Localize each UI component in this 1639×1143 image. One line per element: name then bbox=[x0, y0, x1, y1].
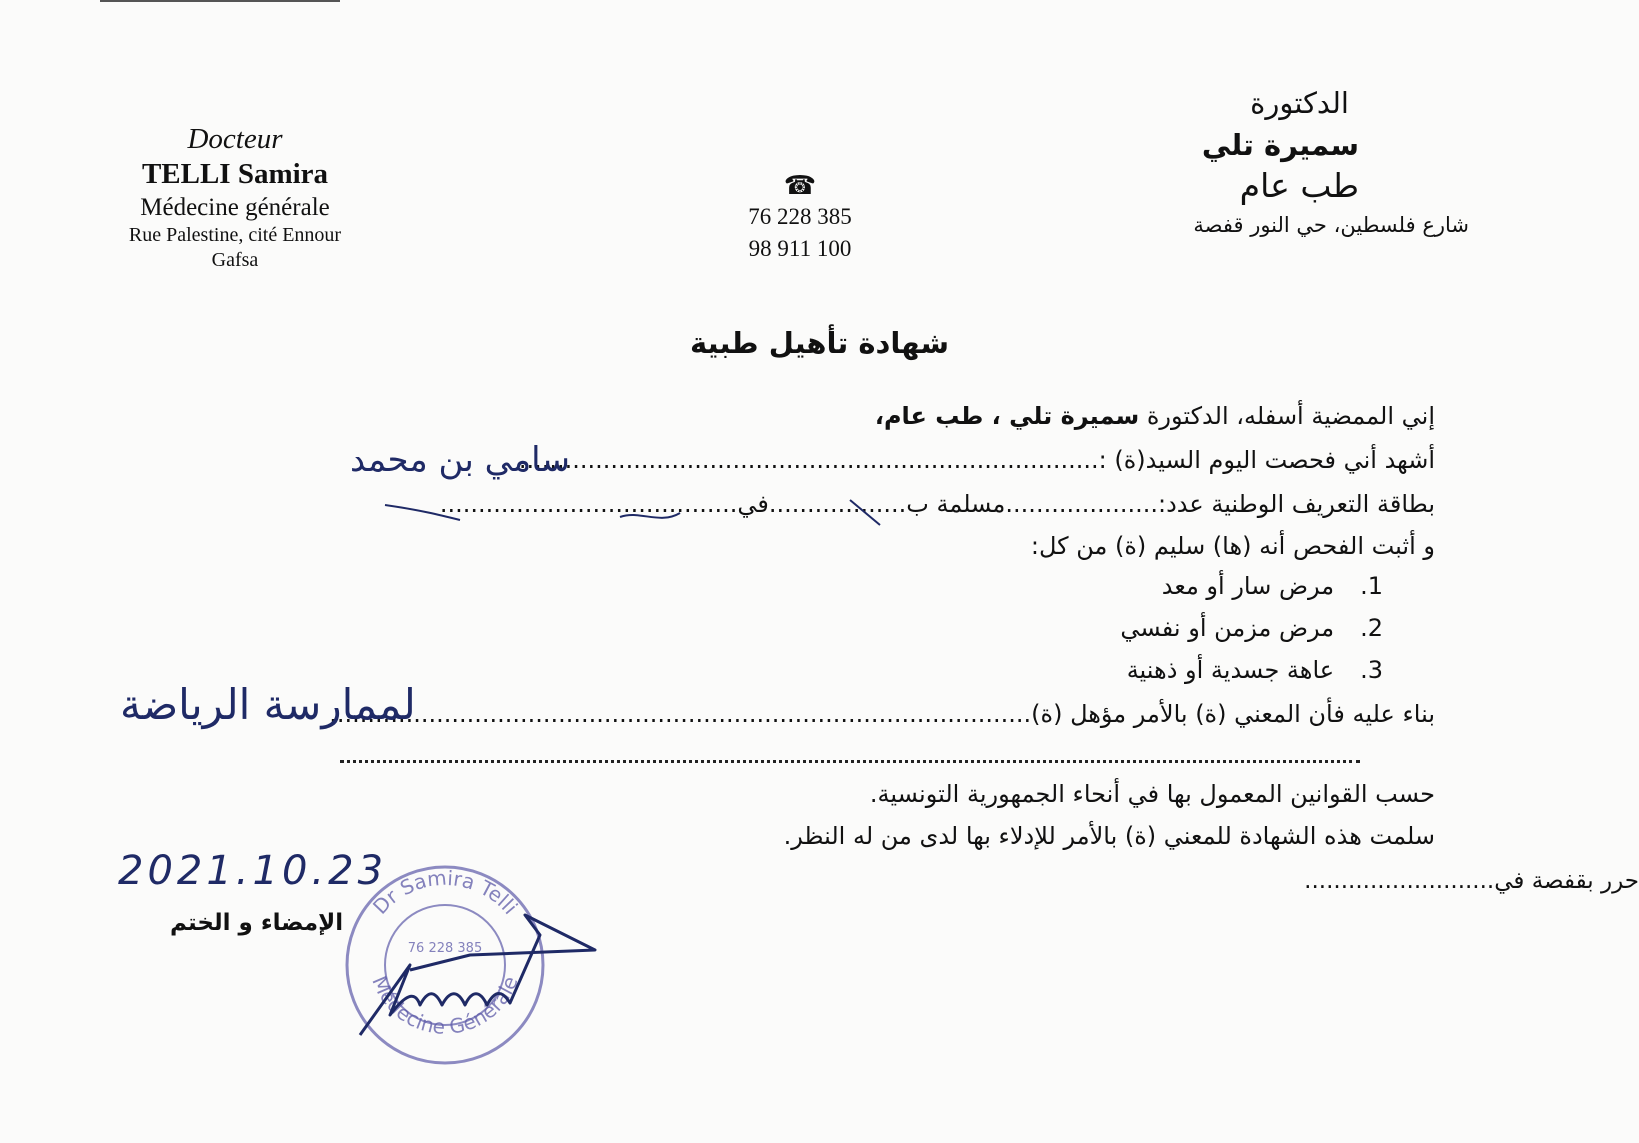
body-line-5 bbox=[329, 700, 1435, 728]
doctor-city: Gafsa bbox=[211, 248, 259, 271]
line1-doctor: سميرة تلي ، طب عام، bbox=[874, 402, 1140, 430]
list-text: مرض سار أو معد bbox=[1161, 572, 1335, 600]
line5-text: بناء عليه فأن المعني (ة) بالأمر مؤهل (ة) bbox=[1031, 700, 1435, 728]
patient-name-dots: ............................................................................ bbox=[518, 446, 1099, 474]
handwritten-patient-name: سامي بن محمد bbox=[350, 440, 571, 480]
list-number: 2. bbox=[1360, 614, 1383, 642]
doctor-title: Docteur bbox=[187, 123, 283, 155]
id-number-dots: .................... bbox=[1005, 490, 1158, 518]
date-line bbox=[455, 868, 1639, 894]
issued-by-label: مسلمة ب bbox=[906, 490, 1006, 518]
issued-on-dots: ....................................... bbox=[439, 490, 738, 518]
list-number: 1. bbox=[1360, 572, 1383, 600]
stamp-text-top: Dr Samira Telli bbox=[368, 865, 523, 919]
top-border-line bbox=[100, 0, 340, 2]
body-line-1 bbox=[875, 402, 1435, 430]
list-item bbox=[1162, 572, 1383, 600]
line4-text: و أثبت الفحص أنه (ها) سليم (ة) من كل: bbox=[1030, 532, 1435, 560]
date-label: حرر بقفصة في bbox=[1494, 868, 1639, 894]
list-item bbox=[1127, 656, 1383, 684]
doctor-name-ar: سميرة تلي bbox=[1201, 128, 1359, 162]
signature-stamp-label: الإمضاء و الختم bbox=[170, 910, 344, 936]
body-line-2 bbox=[519, 446, 1435, 474]
line7-text: سلمت هذه الشهادة للمعني (ة) بالأمر للإدلاء بها لدى من له النظر. bbox=[783, 822, 1435, 850]
body-line-7 bbox=[784, 822, 1435, 850]
list-item bbox=[1120, 614, 1383, 642]
header-right-arabic bbox=[1039, 86, 1469, 237]
doctor-specialty-ar: طب عام bbox=[1239, 166, 1359, 205]
line2-text: أشهد أني فحصت اليوم السيد(ة) : bbox=[1098, 446, 1435, 474]
phone-number-1: 76 228 385 bbox=[748, 203, 852, 229]
list-number: 3. bbox=[1360, 656, 1383, 684]
stamp-text-bottom: Médecine Générale bbox=[367, 972, 523, 1039]
header-left-french bbox=[95, 122, 375, 272]
body-line-4 bbox=[1031, 532, 1435, 560]
continuation-dots-line bbox=[340, 760, 1360, 763]
id-card-label: بطاقة التعريف الوطنية عدد: bbox=[1158, 490, 1435, 518]
list-text: مرض مزمن أو نفسي bbox=[1120, 614, 1335, 642]
issued-by-dots: .................. bbox=[768, 490, 907, 518]
body-line-6 bbox=[870, 780, 1435, 808]
handwritten-signature bbox=[350, 895, 610, 1045]
document-title: شهادة تأهيل طبية bbox=[690, 326, 949, 360]
line1-prefix: إني الممضية أسفله، الدكتورة bbox=[1146, 402, 1435, 430]
phone-number-2: 98 911 100 bbox=[748, 235, 852, 261]
purpose-dots: ............................................................................................ bbox=[329, 700, 1032, 728]
handwritten-date: 2021.10.23 bbox=[118, 848, 388, 894]
stamp-phone: 76 228 385 bbox=[407, 941, 483, 956]
doctor-title-ar: الدكتورة bbox=[1250, 86, 1349, 120]
list-text: عاهة جسدية أو ذهنية bbox=[1126, 656, 1335, 684]
doctor-name: TELLI Samira bbox=[141, 158, 329, 191]
doctor-specialty: Médecine générale bbox=[140, 193, 330, 221]
line6-text: حسب القوانين المعمول بها في أنحاء الجمهورية التونسية. bbox=[869, 780, 1435, 808]
issued-on-label: في bbox=[737, 490, 769, 518]
handwritten-id-strokes bbox=[380, 495, 900, 535]
date-dots: .......................... bbox=[1304, 868, 1495, 894]
handwritten-purpose: لممارسة الرياضة bbox=[120, 680, 416, 729]
doctor-address: Rue Palestine, cité Ennour bbox=[128, 224, 342, 247]
doctor-address-ar: شارع فلسطين، حي النور قفصة bbox=[1193, 213, 1469, 237]
telephone-icon: ☎ bbox=[783, 171, 817, 200]
header-phones bbox=[720, 172, 880, 265]
